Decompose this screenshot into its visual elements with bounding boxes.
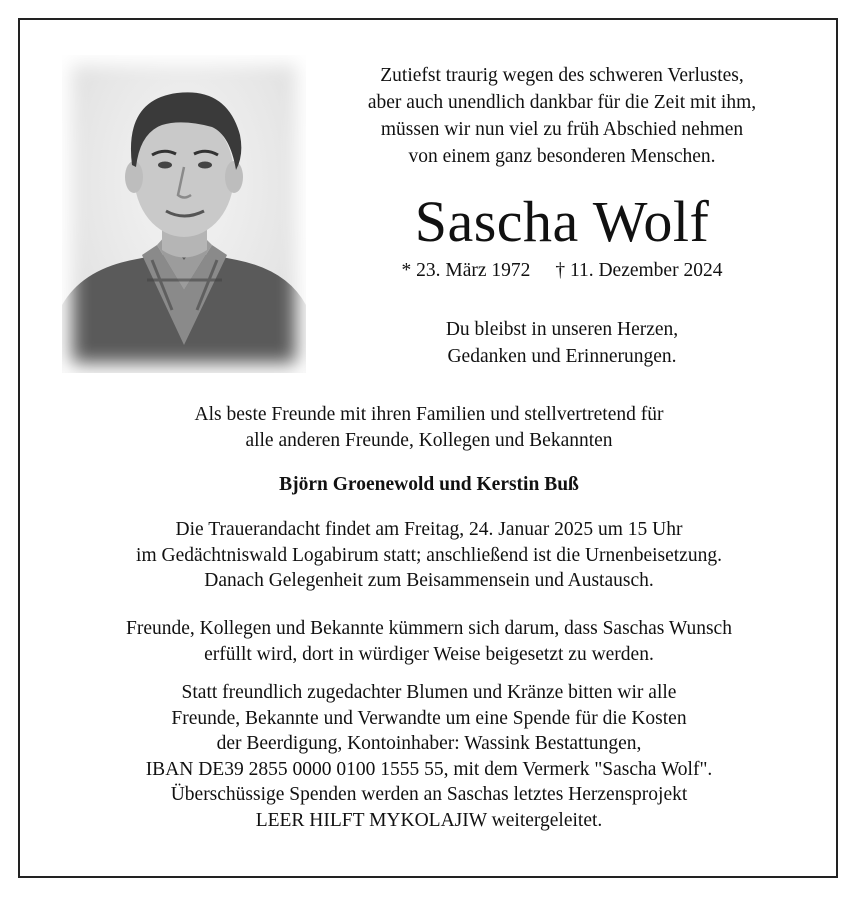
life-dates: [322, 258, 802, 284]
quote-line: Du bleibst in unseren Herzen,: [445, 319, 679, 340]
ceremony-line: im Gedächtniswald Logabirum statt; anschließend ist die Urnenbeisetzung.: [136, 544, 722, 566]
donation-text: [30, 680, 828, 833]
intro-line: von einem ganz besonderen Menschen.: [408, 146, 716, 167]
donation-line: LEER HILFT MYKOLAJIW weitergeleitet.: [255, 809, 603, 831]
memorial-quote: [322, 316, 802, 370]
donation-line: Freunde, Bekannte und Verwandte um eine Spende für die Kosten: [171, 707, 687, 729]
ceremony-line: Die Trauerandacht findet am Freitag, 24. Januar 2025 um 15 Uhr: [175, 519, 683, 540]
quote-line: Gedanken und Erinnerungen.: [447, 346, 677, 367]
donation-line: der Beerdigung, Kontoinhaber: Wassink Bestattungen,: [216, 733, 642, 754]
intro-text: [322, 62, 802, 170]
mourners-line: Als beste Freunde mit ihren Familien und stellvertretend für: [194, 404, 664, 425]
mourners-text: [30, 402, 828, 453]
mourners-line: alle anderen Freunde, Kollegen und Bekannten: [245, 429, 613, 451]
donation-line: Statt freundlich zugedachter Blumen und Kränze bitten wir alle: [181, 682, 677, 703]
intro-line: Zutiefst traurig wegen des schweren Verlustes,: [380, 65, 744, 86]
birth-date: * 23. März 1972: [401, 260, 531, 281]
donation-line: IBAN DE39 2855 0000 0100 1555 55, mit dem Vermerk "Sascha Wolf".: [145, 758, 713, 780]
wish-line: Freunde, Kollegen und Bekannte kümmern sich darum, dass Saschas Wunsch: [126, 618, 732, 639]
wish-text: [30, 616, 828, 667]
wish-line: erfüllt wird, dort in würdiger Weise beigesetzt zu werden.: [204, 643, 654, 665]
intro-line: aber auch unendlich dankbar für die Zeit mit ihm,: [367, 92, 757, 113]
signers: Björn Groenewold und Kerstin Buß: [279, 474, 579, 495]
death-date: † 11. Dezember 2024: [555, 260, 723, 281]
intro-line: müssen wir nun viel zu früh Abschied nehmen: [380, 119, 744, 140]
deceased-name: Sascha Wolf: [414, 189, 710, 254]
portrait-photo: [62, 55, 306, 373]
donation-line: Überschüssige Spenden werden an Saschas letztes Herzensprojekt: [170, 784, 688, 805]
ceremony-line: Danach Gelegenheit zum Beisammensein und Austausch.: [204, 570, 654, 591]
ceremony-text: [30, 517, 828, 594]
